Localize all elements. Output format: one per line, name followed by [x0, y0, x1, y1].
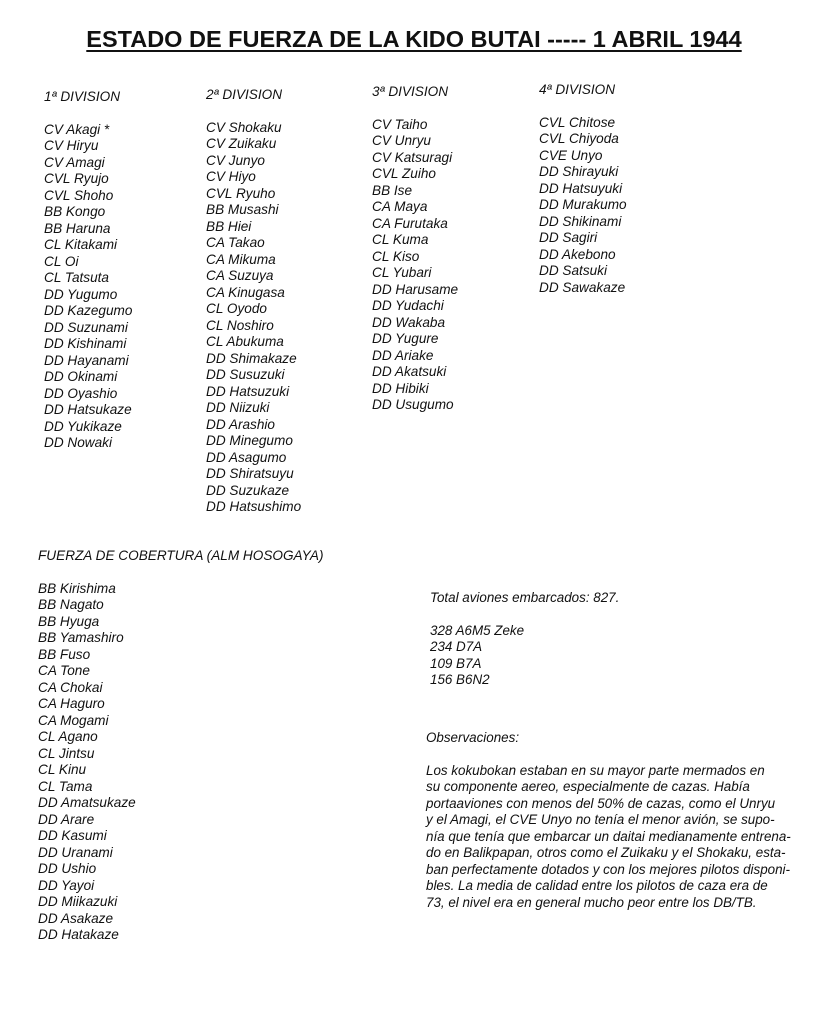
list-item: CL Tatsuta: [44, 270, 109, 285]
list-item: DD Sagiri: [539, 230, 598, 245]
division-1-column: [44, 89, 132, 452]
division-2-heading: 2ª DIVISION: [206, 87, 283, 102]
list-item: CA Suzuya: [206, 268, 274, 283]
list-item: DD Satsuki: [539, 263, 607, 278]
list-item: DD Yugumo: [44, 286, 118, 302]
list-item: CV Hiryu: [44, 138, 99, 153]
list-item: BB Yamashiro: [38, 630, 124, 645]
list-item: BB Nagato: [38, 597, 104, 612]
list-item: CL Kiso: [372, 248, 420, 264]
list-item: CV Junyo: [206, 152, 265, 168]
division-1-heading: 1ª DIVISION: [44, 89, 121, 104]
list-item: DD Suzunami: [44, 319, 128, 335]
list-item: DD Usugumo: [372, 397, 454, 412]
list-item: BB Hiei: [206, 218, 252, 234]
list-item: CA Takao: [206, 235, 265, 250]
list-item: DD Kasumi: [38, 828, 107, 843]
list-item: DD Sawakaze: [539, 279, 626, 295]
list-item: CV Hiyo: [206, 169, 256, 184]
list-item: DD Hayanami: [44, 352, 129, 368]
list-item: DD Minegumo: [206, 433, 293, 448]
list-item: CV Taiho: [372, 116, 428, 132]
list-item: BB Ise: [372, 182, 413, 198]
list-item: DD Uranami: [38, 844, 113, 860]
list-item: ban perfectamente dotados y con los mejores pilotos disponi-: [426, 861, 790, 877]
list-item: BB Hyuga: [38, 613, 100, 629]
list-item: CV Amagi: [44, 154, 105, 170]
list-item: BB Kirishima: [38, 580, 116, 596]
division-3-heading: 3ª DIVISION: [372, 84, 449, 99]
list-item: nía que tenía que embarcar un daitai medianamente entrena-: [426, 828, 791, 844]
list-item: DD Asagumo: [206, 449, 287, 465]
list-item: CL Yubari: [372, 265, 432, 280]
list-item: DD Okinami: [44, 369, 118, 384]
list-item: CV Katsuragi: [372, 149, 453, 165]
list-item: CL Tama: [38, 778, 93, 794]
observations-text: [426, 763, 816, 912]
cobertura-column: [38, 548, 324, 944]
division-2-column: [206, 87, 301, 516]
list-item: DD Oyashio: [44, 385, 118, 401]
list-item: DD Arashio: [206, 416, 275, 432]
aircraft-summary: [430, 590, 619, 689]
list-item: DD Kazegumo: [44, 303, 133, 318]
division-1-ship-list: [44, 122, 132, 452]
list-item: DD Ariake: [372, 347, 434, 363]
list-item: su componente aereo, especialmente de cazas. Había: [426, 779, 750, 794]
list-item: CL Jintsu: [38, 745, 95, 761]
list-item: DD Asakaze: [38, 910, 114, 926]
aircraft-type-list: [430, 623, 619, 689]
list-item: DD Hatsuyuki: [539, 180, 623, 196]
list-item: CA Tone: [38, 663, 90, 678]
list-item: CL Oyodo: [206, 301, 267, 316]
list-item: 73, el nivel era en general mucho peor entre los DB/TB.: [426, 894, 757, 910]
list-item: DD Yugure: [372, 331, 439, 346]
list-item: CL Abukuma: [206, 334, 284, 349]
list-item: DD Wakaba: [372, 314, 446, 330]
list-item: bles. La media de calidad entre los pilotos de caza era de: [426, 878, 768, 893]
observations-block: [426, 730, 816, 911]
list-item: CL Oi: [44, 253, 79, 269]
list-item: CVL Zuiho: [372, 166, 436, 181]
list-item: DD Akebono: [539, 246, 616, 262]
list-item: DD Nowaki: [44, 435, 112, 450]
list-item: DD Shirayuki: [539, 164, 619, 179]
cobertura-ship-list: [38, 581, 324, 944]
list-item: DD Hatsushimo: [206, 499, 302, 514]
list-item: DD Shimakaze: [206, 350, 297, 366]
list-item: 109 B7A: [430, 655, 482, 671]
list-item: CA Mogami: [38, 712, 109, 728]
list-item: 234 D7A: [430, 639, 483, 654]
list-item: CA Mikuma: [206, 251, 276, 267]
list-item: DD Susuzuki: [206, 367, 285, 382]
list-item: DD Shikinami: [539, 213, 622, 229]
list-item: CL Noshiro: [206, 317, 274, 333]
list-item: CA Kinugasa: [206, 284, 285, 300]
observations-title: Observaciones:: [426, 730, 520, 745]
list-item: CL Kinu: [38, 762, 87, 777]
list-item: DD Arare: [38, 811, 95, 827]
list-item: CVL Chitose: [539, 114, 616, 130]
list-item: CL Kitakami: [44, 237, 118, 252]
list-item: CV Akagi *: [44, 121, 110, 137]
list-item: DD Amatsukaze: [38, 795, 136, 810]
division-3-column: [372, 84, 458, 414]
list-item: DD Hibiki: [372, 380, 429, 396]
list-item: DD Miikazuki: [38, 894, 118, 909]
list-item: 328 A6M5 Zeke: [430, 622, 525, 638]
list-item: CV Zuikaku: [206, 136, 277, 151]
page-title: ESTADO DE FUERZA DE LA KIDO BUTAI ----- 1 ABRIL 1944: [86, 26, 742, 52]
list-item: DD Niizuki: [206, 400, 270, 415]
cobertura-heading: FUERZA DE COBERTURA (ALM HOSOGAYA): [38, 548, 324, 563]
list-item: CA Chokai: [38, 679, 103, 695]
list-item: DD Harusame: [372, 281, 459, 297]
list-item: BB Haruna: [44, 220, 111, 236]
list-item: DD Hatsukaze: [44, 402, 132, 417]
division-4-ship-list: [539, 115, 627, 297]
list-item: CVL Ryujo: [44, 171, 109, 186]
list-item: CA Maya: [372, 199, 428, 214]
list-item: CVL Shoho: [44, 187, 114, 203]
list-item: CL Kuma: [372, 232, 429, 247]
list-item: 156 B6N2: [430, 672, 490, 687]
list-item: BB Musashi: [206, 202, 279, 217]
list-item: y el Amagi, el CVE Unyo no tenía el menor avión, se supo-: [426, 812, 775, 827]
list-item: DD Yudachi: [372, 298, 444, 313]
list-item: BB Kongo: [44, 204, 106, 219]
list-item: CA Haguro: [38, 696, 105, 711]
list-item: do en Balikpapan, otros como el Zuikaku y el Shokaku, esta-: [426, 845, 786, 860]
list-item: DD Hatsuzuki: [206, 383, 290, 399]
division-2-ship-list: [206, 120, 301, 516]
list-item: DD Akatsuki: [372, 364, 447, 379]
list-item: DD Yukikaze: [44, 418, 122, 434]
list-item: DD Suzukaze: [206, 482, 290, 498]
list-item: DD Hatakaze: [38, 927, 119, 942]
division-3-ship-list: [372, 117, 458, 414]
list-item: CV Shokaku: [206, 119, 282, 135]
list-item: CVE Unyo: [539, 147, 603, 163]
list-item: CL Agano: [38, 729, 98, 744]
division-4-heading: 4ª DIVISION: [539, 82, 616, 97]
list-item: DD Shiratsuyu: [206, 466, 294, 481]
list-item: DD Murakumo: [539, 197, 627, 212]
list-item: BB Fuso: [38, 646, 91, 662]
list-item: DD Kishinami: [44, 336, 127, 351]
list-item: CV Unryu: [372, 133, 431, 148]
list-item: portaaviones con menos del 50% de cazas, como el Unryu: [426, 795, 776, 811]
division-4-column: [539, 82, 627, 296]
list-item: DD Ushio: [38, 861, 97, 876]
aircraft-total: Total aviones embarcados: 827.: [430, 590, 620, 605]
list-item: Los kokubokan estaban en su mayor parte mermados en: [426, 762, 765, 778]
list-item: CVL Chiyoda: [539, 131, 619, 146]
list-item: CA Furutaka: [372, 215, 448, 231]
list-item: DD Yayoi: [38, 877, 95, 893]
list-item: CVL Ryuho: [206, 185, 276, 201]
